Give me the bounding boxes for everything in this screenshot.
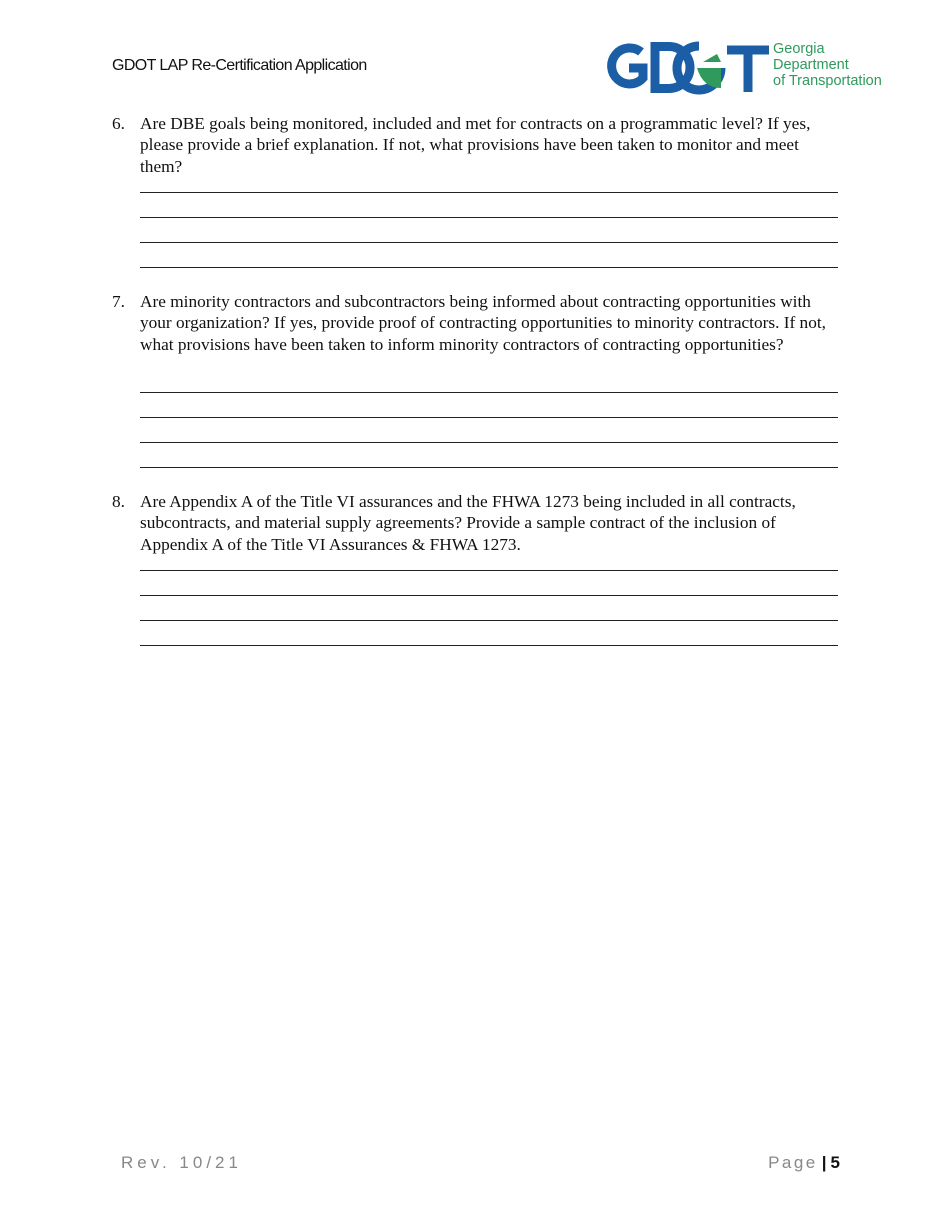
answer-line[interactable] (140, 595, 838, 596)
answer-line[interactable] (140, 192, 838, 193)
answer-line[interactable] (140, 570, 838, 571)
footer-page-label: Page (768, 1153, 818, 1172)
logo-line-department: Department (773, 57, 849, 73)
question-8 (112, 491, 842, 555)
footer-page-num: 5 (830, 1153, 840, 1172)
question-text: Are Appendix A of the Title VI assurances and the FHWA 1273 being included in all contracts, subcontracts, and material supply agreements? Provide a sample contract of the inclusion of Appendix A of the Title VI Assurances & FHWA 1273. (140, 492, 796, 554)
gdot-logo-mark (603, 40, 771, 96)
answer-line[interactable] (140, 645, 838, 646)
question-number: 8. (112, 492, 125, 511)
question-6 (112, 113, 842, 177)
answer-line[interactable] (140, 267, 838, 268)
page-header-title: GDOT LAP Re-Certification Application (112, 57, 367, 74)
answer-line[interactable] (140, 417, 838, 418)
answer-line[interactable] (140, 442, 838, 443)
question-number: 6. (112, 114, 125, 133)
footer-page-number (768, 1153, 840, 1173)
logo-line-georgia: Georgia (773, 41, 825, 57)
question-7 (112, 291, 842, 355)
question-number: 7. (112, 292, 125, 311)
gdot-logo (603, 40, 893, 96)
question-text: Are DBE goals being monitored, included and met for contracts on a programmatic level? If yes, please provide a brief explanation. If not, what provisions have been taken to monitor and meet them? (140, 114, 811, 176)
logo-text (773, 41, 882, 89)
answer-line[interactable] (140, 392, 838, 393)
logo-line-transportation: of Transportation (773, 73, 882, 89)
answer-line[interactable] (140, 620, 838, 621)
footer-revision: Rev. 10/21 (121, 1153, 242, 1172)
question-text: Are minority contractors and subcontractors being informed about contracting opportunities with your organization? If yes, provide proof of contracting opportunities to minority contractors. If not, what provisions have been taken to inform minority contractors of contracting opportunities? (140, 292, 826, 354)
answer-line[interactable] (140, 467, 838, 468)
footer-separator: | (821, 1153, 827, 1172)
answer-line[interactable] (140, 242, 838, 243)
answer-line[interactable] (140, 217, 838, 218)
